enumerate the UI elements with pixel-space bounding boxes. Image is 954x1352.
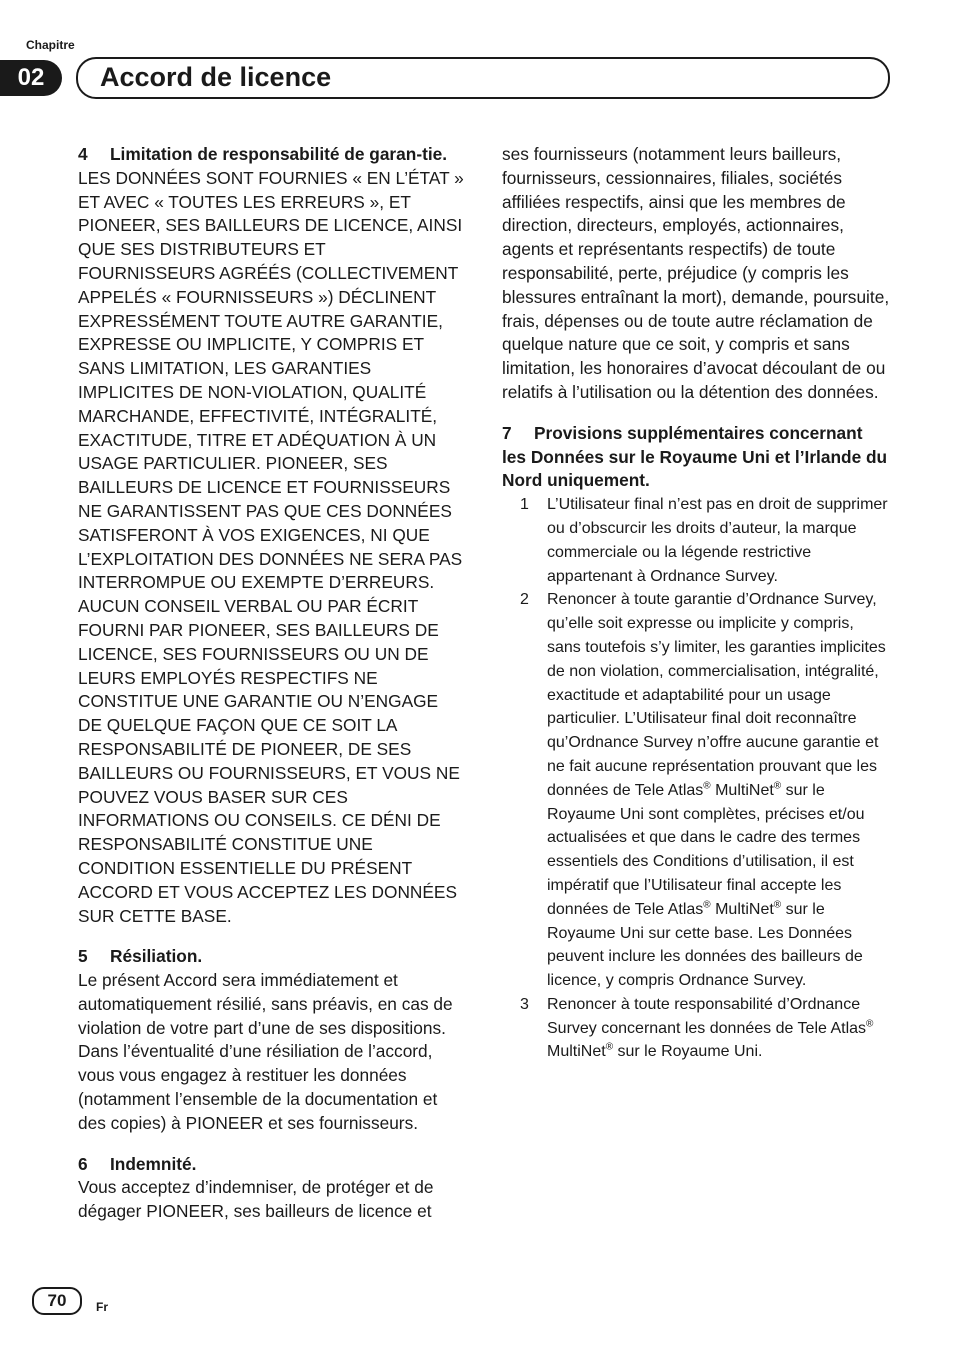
chapter-number: 02: [0, 60, 62, 96]
section-6-heading: 6 Indemnité.: [78, 1153, 197, 1174]
list-item: 3 Renoncer à toute responsabilité d’Ordnance Survey concernant les données de Tele Atlas® MultiNet® sur le Royaume Uni.: [520, 995, 874, 1061]
page-title: Accord de licence: [100, 62, 332, 92]
registered-mark: ®: [605, 1042, 614, 1054]
section-7-heading: 7 Provisions supplémentaires concernant les Données sur le Royaume Uni et l’Irlande du Nord uniquement.: [502, 422, 888, 491]
section-6-body: Vous acceptez d’indemniser, de protéger et de dégager PIONEER, ses bailleurs de licence et: [78, 1177, 434, 1222]
right-column: [502, 143, 890, 1064]
language-code: Fr: [96, 1300, 108, 1314]
list-item: 1 L’Utilisateur final n’est pas en droit de supprimer ou d’obscurcir les droits d’auteur, la marque commerciale ou la légende restrictive appartenant à Ordnance Survey.: [520, 496, 888, 585]
registered-mark: ®: [773, 780, 782, 792]
section-5-heading: 5 Résiliation.: [78, 946, 203, 967]
chapter-label: Chapitre: [26, 38, 75, 52]
section-6-continued: ses fournisseurs (notamment leurs bailleurs, fournisseurs, cessionnaires, filiales, sociétés affiliées respectifs, ainsi que les membres de direction, directeurs, employés, actionnaires, agents et représentants respectifs) de toute responsabilité, perte, préjudice (y compris les blessures entraînant la mort), demande, poursuite, frais, dépenses ou de toute autre réclamation de quelque nature que ce soit, y compris et sans limitation, les honoraires d’avocat découlant de ou relatifs à l’utilisation ou la détention des données.: [502, 144, 890, 402]
registered-mark: ®: [773, 899, 782, 911]
list-item: 2 Renoncer à toute garantie d’Ordnance Survey, qu’elle soit expresse ou implicite y compris, sans toutefois s’y limiter, les garanties implicites de non violation, commercialisation, intégralité, exactitude et adaptabilité pour un usage particulier. L’Utilisateur final doit reconnaître qu’Ordnance Survey n’offre aucune garantie et ne fait aucune représentation prouvant que les données de Tele Atlas® MultiNet® sur le Royaume Uni sont complètes, précises et/ou actualisées et que dans le cadre des termes essentiels des Conditions d’utilisation, il est impératif que l’Utilisateur final accepte les données de Tele Atlas® MultiNet® sur le Royaume Uni sur cette base. Les Données peuvent inclure les données des bailleurs de licence, y compris Ordnance Survey.: [520, 591, 886, 990]
page-number: 70: [32, 1287, 82, 1315]
section-4-body: LES DONNÉES SONT FOURNIES « EN L’ÉTAT » ET AVEC « TOUTES LES ERREURS », ET PIONEER, SES BAILLEURS DE LICENCE, AINSI QUE SES DISTRIBUTEURS ET FOURNISSEURS AGRÉÉS (COLLECTIVEMENT APPELÉS « FOURNISSEURS ») DÉCLINENT EXPRESSÉMENT TOUTE AUTRE GARANTIE, EXPRESSE OU IMPLICITE, Y COMPRIS ET SANS LIMITATION, LES GARANTIES IMPLICITES DE NON-VIOLATION, QUALITÉ MARCHANDE, EFFECTIVITÉ, INTÉGRALITÉ, EXACTITUDE, TITRE ET ADÉQUATION À UN USAGE PARTICULIER. PIONEER, SES BAILLEURS DE LICENCE ET FOURNISSEURS NE GARANTISSENT PAS QUE CES DONNÉES SATISFERONT À VOS EXIGENCES, NI QUE L’EXPLOITATION DES DONNÉES NE SERA PAS INTERROMPUE OU EXEMPTE D’ERREURS. AUCUN CONSEIL VERBAL OU PAR ÉCRIT FOURNI PAR PIONEER, SES BAILLEURS DE LICENCE, SES FOURNISSEURS OU UN DE LEURS EMPLOYÉS RESPECTIFS NE CONSTITUE UNE GARANTIE OU N’ENGAGE DE QUELQUE FAÇON QUE CE SOIT LA RESPONSABILITÉ DE PIONEER, DE SES BAILLEURS OU FOURNISSEURS, ET VOUS NE POUVEZ VOUS BASER SUR CES INFORMATIONS OU CONSEILS. CE DÉNI DE RESPONSABILITÉ CONSTITUE UNE CONDITION ESSENTIELLE DU PRÉSENT ACCORD ET VOUS ACCEPTEZ LES DONNÉES SUR CETTE BASE.: [78, 167, 464, 926]
registered-mark: ®: [703, 899, 711, 911]
section-5-body: Le présent Accord sera immédiatement et automatiquement résilié, sans préavis, en cas de violation de votre part d’une de ses dispositions. Dans l’éventualité d’une résiliation de l’accord, vous vous engagez à restituer les données (notamment l’ensemble de la documentation et des copies) à PIONEER et ses fournisseurs.: [78, 970, 453, 1133]
left-column: [78, 143, 466, 1224]
section-4-heading: 4 Limitation de responsabilité de garan-tie.: [78, 144, 448, 164]
section-7-list: [502, 493, 890, 1064]
registered-mark: ®: [866, 1018, 874, 1030]
registered-mark: ®: [703, 780, 711, 792]
